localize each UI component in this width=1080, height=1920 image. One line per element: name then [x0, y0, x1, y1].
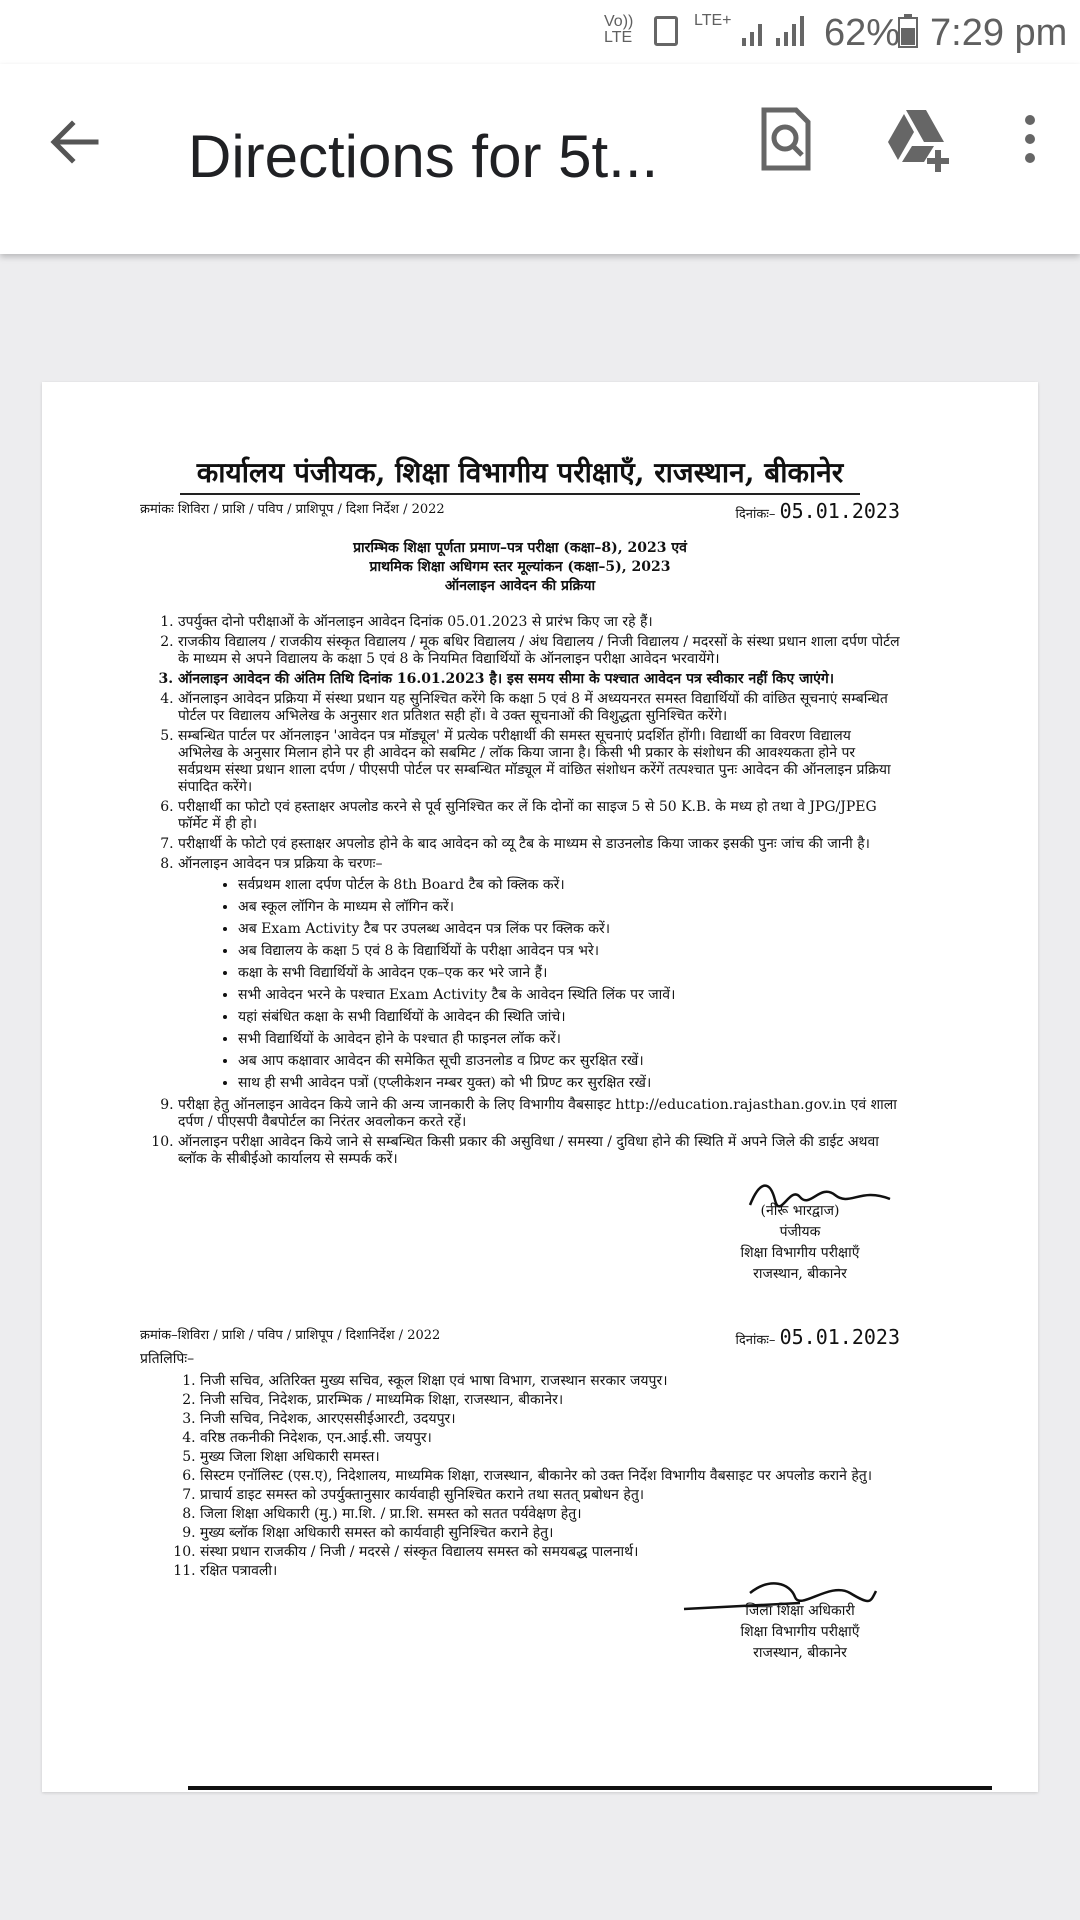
app-bar — [0, 64, 1080, 254]
copy-date-label: दिनांकः– — [735, 1333, 776, 1348]
step-item: • अब आप कक्षावार आवेदन की समेकित सूची डाउनलोड व प्रिण्ट कर सुरक्षित रखें। — [238, 1053, 900, 1070]
copy-item: 8. जिला शिक्षा अधिकारी (मु.) मा.शि. / प्रा.शि. समस्त को सतत पर्यवेक्षण हेतु। — [200, 1505, 900, 1523]
document-title: Directions for 5t... — [188, 123, 659, 190]
battery-percent: 62% — [824, 12, 901, 54]
volte-indicator: Vo)) LTE — [604, 13, 634, 46]
office-heading: कार्यालय पंजीयक, शिक्षा विभागीय परीक्षाएँ, राजस्थान, बीकानेर — [180, 453, 860, 495]
signatory-office: शिक्षा विभागीय परीक्षाएँ — [740, 1245, 860, 1261]
step-item: • अब विद्यालय के कक्षा 5 एवं 8 के विद्यार्थियों के परीक्षा आवेदन पत्र भरे। — [238, 943, 900, 960]
deo-designation: जिला शिक्षा अधिकारी — [745, 1603, 855, 1619]
copy-item: 11. रक्षित पत्रावली। — [200, 1562, 900, 1580]
step-item: • यहां संबंधित कक्षा के सभी विद्यार्थियों के आवेदन की स्थिति जांचे। — [238, 1009, 900, 1026]
signatory-details — [700, 1201, 900, 1285]
more-vert-icon[interactable] — [1010, 104, 1050, 174]
instruction-item: 9. परीक्षा हेतु ऑनलाइन आवेदन किये जाने की अन्य जानकारी के लिए विभागीय वैबसाइट http://education.rajasthan.gov.in एवं शाला दर्पण / पीएसपी वैबपोर्टल का निरंतर अवलोकन करते रहें। — [178, 1097, 900, 1131]
date-block — [735, 499, 900, 523]
reference-row — [140, 499, 900, 523]
steps-list — [178, 877, 900, 1092]
deo-details — [700, 1601, 900, 1664]
instruction-item: 4. ऑनलाइन आवेदन प्रक्रिया में संस्था प्रधान यह सुनिश्चित करेंगे कि कक्षा 5 एवं 8 में अध्ययनरत समस्त विद्यार्थियों की वांछित सूचनाएं सम्बन्धित पोर्टल पर विद्यालय अभिलेख के अनुसार शत प्रतिशत सही हों। वे उक्त सूचनाओं की विशुद्धता सुनिश्चित करेंगे। — [178, 691, 900, 725]
instruction-item: 2. राजकीय विद्यालय / राजकीय संस्कृत विद्यालय / मूक बधिर विद्यालय / अंध विद्यालय / निजी विद्यालय / मदरसों के संस्था प्रधान शाला दर्पण पोर्टल के माध्यम से अपने विद्यालय के कक्षा 5 एवं 8 के नियमित विद्यार्थियों के ऑनलाइन परीक्षा आवेदन भरवायेंगे। — [178, 634, 900, 668]
copy-item: 3. निजी सचिव, निदेशक, आरएससीईआरटी, उदयपुर। — [200, 1410, 900, 1428]
step-item: • सभी विद्यार्थियों के आवेदन होने के पश्चात ही फाइनल लॉक करें। — [238, 1031, 900, 1048]
steps-heading: ऑनलाइन आवेदन पत्र प्रक्रिया के चरणः– — [178, 856, 383, 872]
deo-place: राजस्थान, बीकानेर — [753, 1645, 847, 1661]
search-document-icon[interactable] — [750, 104, 820, 174]
deo-office: शिक्षा विभागीय परीक्षाएँ — [740, 1624, 860, 1640]
signatory-name: (नीरू भारद्वाज) — [760, 1203, 840, 1219]
copy-reference-row — [140, 1325, 900, 1349]
copy-item: 1. निजी सचिव, अतिरिक्त मुख्य सचिव, स्कूल शिक्षा एवं भाषा विभाग, राजस्थान सरकार जयपुर। — [200, 1372, 900, 1390]
instructions-list — [140, 614, 900, 1168]
signatory-place: राजस्थान, बीकानेर — [753, 1266, 847, 1282]
copy-item: 4. वरिष्ठ तकनीकी निदेशक, एन.आई.सी. जयपुर। — [200, 1429, 900, 1447]
copy-item: 9. मुख्य ब्लॉक शिक्षा अधिकारी समस्त को कार्यवाही सुनिश्चित कराने हेतु। — [200, 1524, 900, 1542]
step-item: • अब Exam Activity टैब पर उपलब्ध आवेदन पत्र लिंक पर क्लिक करें। — [238, 921, 900, 938]
page-bottom-rule — [188, 1786, 992, 1790]
status-bar — [0, 0, 1080, 64]
drive-add-icon[interactable] — [880, 104, 960, 174]
subject-heading — [140, 539, 900, 596]
document-content — [140, 453, 900, 1677]
battery-icon — [898, 14, 918, 48]
copy-date-value: 05.01.2023 — [779, 1325, 900, 1349]
copy-item: 2. निजी सचिव, निदेशक, प्रारम्भिक / माध्यमिक शिक्षा, राजस्थान, बीकानेर। — [200, 1391, 900, 1409]
date-value: 05.01.2023 — [779, 499, 900, 523]
instruction-item — [178, 856, 900, 1092]
step-item: • सभी आवेदन भरने के पश्चात Exam Activity टैब के आवेदन स्थिति लिंक पर जावें। — [238, 987, 900, 1004]
copy-item: 5. मुख्य जिला शिक्षा अधिकारी समस्त। — [200, 1448, 900, 1466]
clock: 7:29 pm — [930, 12, 1068, 54]
instruction-item: 6. परीक्षार्थी का फोटो एवं हस्ताक्षर अपलोड करने से पूर्व सुनिश्चित कर लें कि दोनों का साइज 5 से 50 K.B. के मध्य हो तथा वे JPG/JPEG फॉर्मेट में ही हो। — [178, 799, 900, 833]
step-item: • कक्षा के सभी विद्यार्थियों के आवेदन एक–एक कर भरे जाने हैं। — [238, 965, 900, 982]
instruction-item: 3. ऑनलाइन आवेदन की अंतिम तिथि दिनांक 16.01.2023 है। इस समय सीमा के पश्चात आवेदन पत्र स्वीकार नहीं किए जाएंगे। — [178, 671, 900, 688]
subject-line-3: ऑनलाइन आवेदन की प्रक्रिया — [444, 578, 596, 594]
signal-icon — [740, 14, 810, 48]
subject-line-1: प्रारम्भिक शिक्षा पूर्णता प्रमाण–पत्र परीक्षा (कक्षा–8), 2023 एवं — [353, 540, 687, 556]
signatory-designation: पंजीयक — [779, 1224, 821, 1240]
sim-card-icon — [654, 16, 678, 46]
copy-heading: प्रतिलिपिः– — [140, 1351, 195, 1367]
subject-line-2: प्राथमिक शिक्षा अधिगम स्तर मूल्यांकन (कक्षा–5), 2023 — [369, 559, 671, 575]
date-label: दिनांकः– — [735, 507, 776, 522]
copy-item: 10. संस्था प्रधान राजकीय / निजी / मदरसे / संस्कृत विद्यालय समस्त को समयबद्ध पालनार्थ। — [200, 1543, 900, 1561]
step-item: • सर्वप्रथम शाला दर्पण पोर्टल के 8th Board टैब को क्लिक करें। — [238, 877, 900, 894]
back-arrow-icon[interactable] — [44, 112, 104, 172]
copy-reference-number: क्रमांक–शिविरा / प्राशि / पविप / प्राशिपूप / दिशानिर्देश / 2022 — [140, 1328, 441, 1343]
copy-item: 7. प्राचार्य डाइट समस्त को उपर्युक्तानुसार कार्यवाही सुनिश्चित कराने तथा सतत् प्रबोधन हेतु। — [200, 1486, 900, 1504]
copy-date-block — [735, 1325, 900, 1349]
reference-number: क्रमांकः शिविरा / प्राशि / पविप / प्राशिपूप / दिशा निर्देश / 2022 — [140, 502, 445, 517]
copy-list — [140, 1372, 900, 1580]
step-item: • साथ ही सभी आवेदन पत्रों (एप्लीकेशन नम्बर युक्त) को भी प्रिण्ट कर सुरक्षित रखें। — [238, 1075, 900, 1092]
registrar-signature-block — [140, 1171, 900, 1321]
instruction-item: 10. ऑनलाइन परीक्षा आवेदन किये जाने से सम्बन्धित किसी प्रकार की असुविधा / समस्या / दुविधा होने की स्थिति में अपने जिले की डाईट अथवा ब्लॉक के सीबीईओ कार्यालय से सम्पर्क करें। — [178, 1134, 900, 1168]
instruction-item: 5. सम्बन्धित पार्टल पर ऑनलाइन 'आवेदन पत्र मॉड्यूल' में प्रत्येक परीक्षार्थी की समस्त सूचनाएं प्रदर्शित होंगी। विद्यार्थी का विवरण विद्यालय अभिलेख के अनुसार मिलान होने पर ही आवेदन को सबमिट / लॉक किया जाना है। किसी भी प्रकार के संशोधन की आवश्यकता होने पर सर्वप्रथम संस्था प्रधान शाला दर्पण / पीएसपी पोर्टल पर सम्बन्धित मॉड्यूल में वांछित संशोधन करेंगें तत्पश्चात पुनः आवेदन की ऑनलाइन प्रक्रिया संपादित करेंगे। — [178, 728, 900, 796]
step-item: • अब स्कूल लॉगिन के माध्यम से लॉगिन करें। — [238, 899, 900, 916]
deo-signature-block — [140, 1581, 900, 1677]
instruction-item: 7. परीक्षार्थी के फोटो एवं हस्ताक्षर अपलोड होने के बाद आवेदन को व्यू टैब के माध्यम से डाउनलोड किया जाकर इसकी पुनः जांच की जानी है। — [178, 836, 900, 853]
copy-item: 6. सिस्टम एनॉलिस्ट (एस.ए), निदेशालय, माध्यमिक शिक्षा, राजस्थान, बीकानेर को उक्त निर्देश विभागीय वैबसाइट पर अपलोड कराने हेतु। — [200, 1467, 900, 1485]
lte-plus-indicator: LTE+ — [694, 12, 732, 29]
instruction-item: 1. उपर्युक्त दोनो परीक्षाओं के ऑनलाइन आवेदन दिनांक 05.01.2023 से प्रारंभ किए जा रहे हैं। — [178, 614, 900, 631]
